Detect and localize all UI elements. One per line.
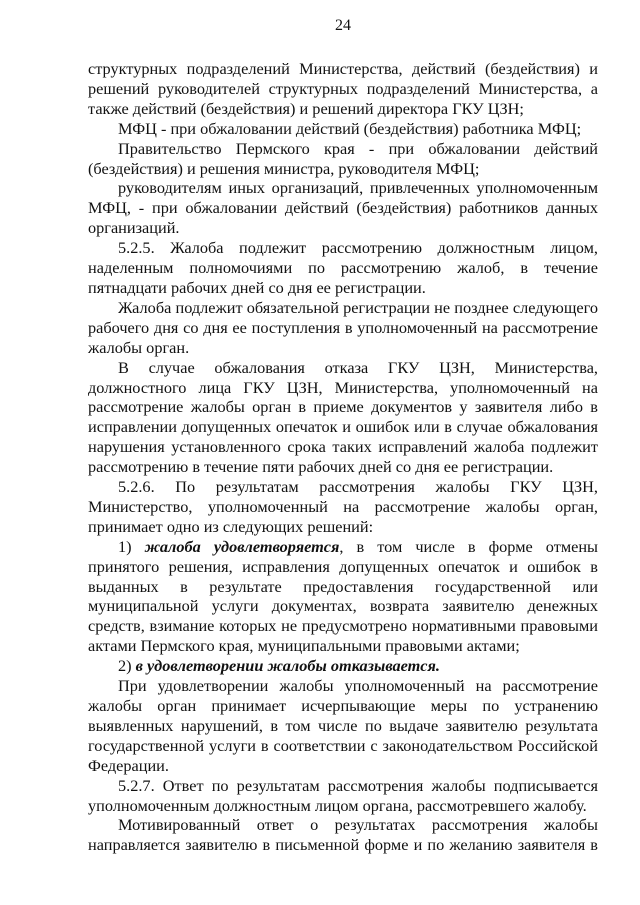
paragraph-3: Правительство Пермского края - при обжаловании действий (бездействия) и решения министра, руководителя МФЦ; — [88, 138, 598, 178]
paragraph-7: В случае обжалования отказа ГКУ ЦЗН, Министерства, должностного лица ГКУ ЦЗН, Министерства, уполномоченный на рассмотрение жалобы орган в приеме документов у заявителя либо в исправлении допущенных опечаток и ошибок или в случае обжалования нарушения установленного срока таких исправлений жалоба подлежит рассмотрению в течение пяти рабочих дней со дня ее регистрации. — [88, 357, 598, 477]
page-number: 24 — [335, 17, 351, 34]
paragraph-6: Жалоба подлежит обязательной регистрации не позднее следующего рабочего дня со дня ее поступления в уполномоченный на рассмотрение жалобы орган. — [88, 297, 598, 357]
decision-item-2 — [88, 656, 598, 676]
decision-item-2-number: 2) — [118, 656, 136, 676]
decision-item-2-emphasis: в удовлетворении жалобы отказывается. — [135, 656, 440, 676]
paragraph-11: При удовлетворении жалобы уполномоченный на рассмотрение жалобы орган принимает исчерпывающие меры по устранению выявленных нарушений, в том числе по выдаче заявителю результата государственной услуги в соответствии с законодательством Российской Федерации. — [88, 676, 598, 775]
decision-item-1 — [88, 537, 598, 656]
paragraph-5-2-6: 5.2.6. По результатам рассмотрения жалобы ГКУ ЦЗН, Министерство, уполномоченный на рассмотрение жалобы орган, принимает одно из следующих решений: — [88, 477, 598, 536]
paragraph-13: Мотивированный ответ о результатах рассмотрения жалобы направляется заявителю в письменной форме и по желанию заявителя в — [88, 815, 598, 855]
document-body — [88, 59, 598, 855]
decision-item-1-text: , в том числе в форме отмены принятого решения, исправления допущенных опечаток и ошибок в выданных в результате предоставления государственной или муниципальной услуги документах, возврата заявителю денежных средств, взимание которых не предусмотрено нормативными правовыми актами Пермского края, муниципальными правовыми актами; — [88, 536, 598, 656]
paragraph-1: структурных подразделений Министерства, действий (бездействия) и решений руководителей структурных подразделений Министерства, а также действий (бездействия) и решений директора ГКУ ЦЗН; — [88, 59, 598, 118]
paragraph-5-2-7: 5.2.7. Ответ по результатам рассмотрения жалобы подписывается уполномоченным должностным лицом органа, рассмотревшего жалобу. — [88, 775, 598, 815]
paragraph-2: МФЦ - при обжаловании действий (бездействия) работника МФЦ; — [118, 118, 582, 138]
decision-item-1-emphasis: жалоба удовлетворяется — [144, 536, 340, 556]
paragraph-5-2-5: 5.2.5. Жалоба подлежит рассмотрению должностным лицом, наделенным полномочиями по рассмотрению жалоб, в течение пятнадцати рабочих дней со дня ее регистрации. — [88, 238, 598, 297]
decision-item-1-number: 1) — [118, 536, 145, 556]
paragraph-4: руководителям иных организаций, привлеченных уполномоченным МФЦ, - при обжаловании действий (бездействия) работников данных организаций. — [88, 178, 598, 238]
